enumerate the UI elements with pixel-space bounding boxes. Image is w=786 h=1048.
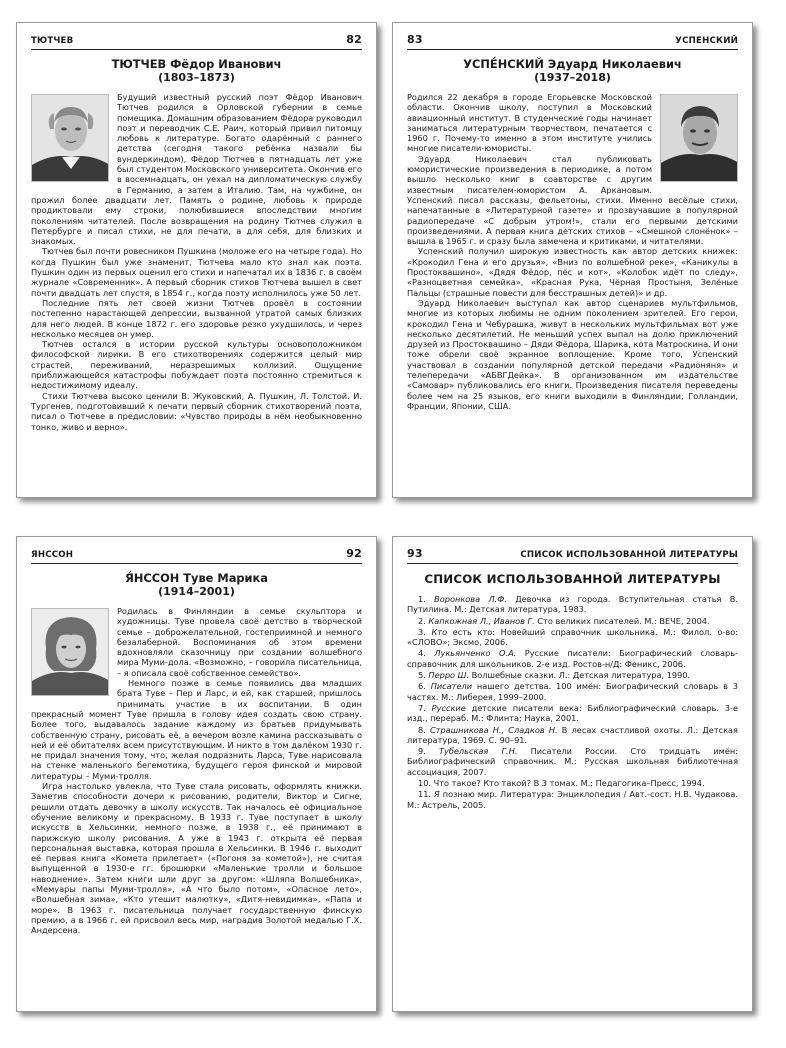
running-head (31, 545, 362, 564)
entry-number: 6. (418, 681, 426, 692)
paragraph: Тютчев был почти ровесником Пушкина (моложе его на четыре года). Но когда Пушкин был уже знаменит, Тютчева мало кто знал как поэта. Пушкин один из первых оценил его стихи и напечатал их в 1836 г. в своём журнале «Современник». А первый сборник стихов Тютчева вышел в свет почти двадцать лет спустя, в 1854 г., когда поэту исполнилось уже 50 лет. (31, 246, 362, 298)
page-82 (16, 22, 377, 498)
entry-text: Писатели России. Сто тридцать имён: Библиографический справочник. М.: Русская школьная библиотечная ассоциация, 2007. (407, 746, 738, 777)
article-body (407, 92, 738, 411)
entry-author: Лукьянченко О.А. (434, 648, 517, 659)
entry-author: Русские (431, 702, 466, 713)
paragraph: Последние пять лет своей жизни Тютчев провёл в состоянии постепенно нарастающей депрессии, вызванной утратой самых близких для него людей. В конце 1872 г. его здоровье резко ухудшилось, и через несколько месяцев он умер. (31, 297, 362, 339)
entry-author: Я (434, 789, 440, 800)
entry-number: 7. (418, 702, 426, 713)
paragraph: Успенский получил широкую известность как автор детских книжек: «Крокодил Гена и его друзья», «Вниз по волшебной реке», «Каникулы в Простоквашино», «Дядя Фёдор, пёс и кот», «Колобок идёт по следу», «Разноцветная семейка», «Красная Рука, Чёрная Простыня, Зелёные Пальцы (страшные повести для бесстрашных детей)» и др. (407, 246, 738, 298)
entry-number: 3. (418, 626, 426, 637)
entry-author: Писатели (430, 681, 473, 692)
entry-author: Воронкова Л.Ф. (434, 594, 507, 604)
running-head-title: ТЮТЧЕВ (31, 36, 74, 46)
bibliography-entry (407, 627, 738, 648)
entry-text: познаю мир. Литература: Энциклопедия / Авт.-сост. Н.В. Чудакова. М.: Астрель, 2005. (407, 789, 739, 810)
author-dates: (1937–2018) (534, 71, 611, 84)
running-head (407, 545, 738, 564)
entry-text: Волшебные сказки. Л.: Детская литература, 1990. (471, 670, 691, 681)
entry-number: 5. (418, 670, 426, 681)
page-93 (392, 536, 753, 1012)
author-name: Я́НССОН Туве Марика (125, 571, 268, 585)
entry-author: Перро Ш. (428, 670, 469, 681)
running-head-title: ЯНССОН (31, 550, 74, 560)
bibliography-entry (407, 648, 738, 669)
article-title (31, 58, 362, 84)
entry-number: 1. (418, 594, 426, 604)
author-name: ТЮТЧЕВ Фёдор Иванович (111, 57, 282, 71)
entry-text: детские писатели века: Библиографический словарь. 3-е изд., перераб. М.: Флинта; Наука, 2001. (407, 702, 738, 724)
page-number: 92 (346, 547, 362, 560)
portrait-uspensky (660, 94, 738, 182)
entry-number: 8. (418, 724, 426, 735)
portrait-jansson (31, 608, 109, 696)
page-83 (392, 22, 753, 498)
running-head-title: СПИСОК ИСПОЛЬЗОВАННОЙ ЛИТЕРАТУРЫ (520, 550, 738, 560)
author-name: УСПЕ́НСКИЙ Эдуард Николаевич (463, 57, 682, 71)
entry-author: Страшникова Н., Сладков Н. (429, 724, 558, 735)
running-head (31, 31, 362, 50)
entry-text: Девочка из города. Вступительная статья В. Путилина. М.: Детская литература, 1983. (407, 594, 739, 615)
entry-number: 9. (418, 746, 426, 757)
paragraph: Эдуард Николаевич стал публиковать юмористические произведения в периодике, а потом вышло несколько книг в соавторстве с другим известным писателем-юмористом А. Аркановым. Успенский писал рассказы, фельетоны, стихи. Именно весёлые стихи, напечатанные в «Литературной газете» и прозвучавшие в популярной радиопередаче «С добрым утром!», стали его первыми детскими произведениями. А первая книга детских стихов – «Смешной слонёнок» – вышла в 1965 г. и сразу была замечена и критиками, и читателями. (407, 153, 738, 247)
article-title (407, 58, 738, 84)
bibliography-list (407, 594, 738, 810)
entry-author: Кто (431, 626, 448, 637)
paragraph: Будущий известный русский поэт Фёдор Иванович Тютчев родился в Орловской губернии в семье помещика. Домашним образованием Фёдора руководил поэт и переводчик С.Е. Раич, который привил питомцу любовь к литературе. Богато одарённый с раннего детства (сегодня такого ребёнка назвали бы вундеркиндом), Фёдор Тютчев в пятнадцать лет уже был студентом Московского университета. Окончив его в восемнадцать, он уехал на дипломатическую службу в Германию, а затем в Италию. Там, на чужбине, он прожил более двадцати лет. Память о родине, любовь к природе продиктовали ему строки, полюбившиеся впоследствии многим поколениям читателей. После возвращения на родину Тютчев служил в Петербурге и писал стихи, не для печати, а для себя, для близких и знакомых. (31, 92, 362, 247)
paragraph: Немного позже в семье появились два младших брата Туве – Пер и Ларс, и ей, как старшей, пришлось принимать участие в их воспитании. В один прекрасный момент Туве пришла в голову идея создать свою страну. Более того, выдавалось задание каждому из братьев придумывать собственную страну, рисовать её, а вечером возле камина рассказывать о ней и её обитателях всем присутствующим. И никто в том далёком 1930 г. не придал значения тому, что, желая подразнить Ларса, Туве нарисовала на стенке маленького бегемотика, будущего героя финской и мировой литературы – Муми-тролля. (31, 678, 362, 781)
entry-number: 4. (418, 648, 426, 659)
bibliography-entry (407, 725, 738, 746)
article-body (31, 606, 362, 936)
paragraph: Стихи Тютчева высоко ценили В. Жуковский, А. Пушкин, Л. Толстой. И. Тургенев, подготовивший к печати первый сборник стихотворений поэта, писал о Тютчеве в предисловии: «Чувство природы в нём необыкновенно тонко, живо и верно». (31, 390, 362, 432)
bibliography-title: СПИСОК ИСПОЛЬЗОВАННОЙ ЛИТЕРАТУРЫ (424, 572, 721, 586)
paragraph: Игра настолько увлекла, что Туве стала рисовать, оформлять книжки. Заметив способности дочери к рисованию, родители, Виктор и Сигне, решили отдать девочку в школу искусств. Так началось её официальное обучение великому и прекрасному. В 1933 г. Туве поступает в школу искусств в Хельсинки, немного позже, в 1938 г., её принимают в парижскую школу рисования. А уже в 1943 г. открыта её первая персональная выставка, которая прошла в Хельсинки. В 1946 г. выходит её первая книга «Комета прилетает» («Погоня за кометой»), не считая выпущенной в 1930-е гг. брошюрки «Маленькие тролли и большое наводнение». Затем книги шли друг за другом: «Шляпа Волшебника», «Мемуары папы Муми-тролля», «А что было потом», «Опасное лето», «Волшебная зима», «Кто утешит малютку», «Дитя-невидимка», «Папа и море». В 1963 г. писательница получает государственную финскую премию, а в 1966 г. ей присвоил весь мир, наградив Золотой медалью Г.Х. Андерсена. (31, 781, 362, 936)
page-92 (16, 536, 377, 1012)
entry-text: В лесах счастливой охоты. Л.: Детская литература, 1969. С. 90–91. (407, 724, 738, 745)
paragraph: Тютчев остался в истории русской культуры основоположником философской лирики. В его стихотворениях содержится целый мир страстей, переживаний, неразрешимых коллизий. Ощущение приближающейся катастрофы побуждает поэта постоянно стремиться к недостижимому идеалу. (31, 339, 362, 391)
running-head-title: УСПЕНСКИЙ (675, 36, 738, 46)
author-dates: (1803–1873) (158, 71, 235, 84)
entry-text: есть кто: Новейший справочник школьника. М.: Филол. о-во: «СЛОВО»; Эксмо, 2006. (407, 626, 739, 648)
entry-author: Тубельская Г.Н. (438, 746, 518, 757)
entry-text: Сто великих писателей. М.: ВЕЧЕ, 2004. (537, 615, 710, 626)
article-title (31, 572, 362, 598)
article-body (31, 92, 362, 432)
bibliography-entry (407, 594, 738, 615)
portrait-tyutchev (31, 94, 109, 182)
entry-number: 2. (418, 615, 426, 626)
bibliography-entry (407, 670, 738, 680)
entry-text: Что такое? Кто такой? В 3 томах. М.: Педагогика–Пресс, 1994. (433, 778, 705, 789)
page-number: 83 (407, 33, 423, 46)
paragraph: Эдуард Николаевич выступал как автор сценариев мультфильмов, многие из которых любимы не одним поколением зрителей. Его герои, крокодил Гена и Чебурашка, живут в нескольких мультфильмах вот уже несколько десятилетий. Не меньший успех выпал на долю приключений друзей из Простоквашино – Дяди Фёдора, Шарика, кота Матроскина. И они тоже обрели своё экранное воплощение. Кроме того, Успенский участвовал в создании популярной детской передачи «Радионяня» и телепередачи «АБВГДейка». В организованном им издательстве «Самовар» публиковались его книги. Произведения писателя переведены более чем на 25 языков, его книги выходили в Финляндии, Голландии, Франции, Японии, США. (407, 297, 738, 411)
bibliography-entry (407, 746, 738, 777)
bibliography-entry (407, 616, 738, 626)
paragraph: Родилась в Финляндии в семье скульптора и художницы. Туве провела своё детство в творческой семье – доброжелательной, гостеприимной и немного безалаберной. Воспоминания об этом времени вдохновляли сказочницу при создании волшебного мира Муми-дола. «Возможно, – говорила писательница, – я описала своё собственное семейство». (117, 606, 362, 678)
running-head (407, 31, 738, 50)
entry-text: Русские писатели: Биографический словарь-справочник для школьников. 2-е изд. Ростов-н/Д: Феникс, 2006. (407, 648, 738, 669)
entry-text: нашего детства. 100 имён: Биографический словарь в 3 частях. М.: Либерея, 1999–2000. (407, 681, 739, 702)
entry-number: 11. (418, 789, 432, 800)
author-dates: (1914–2001) (158, 585, 235, 598)
bibliography-entry (407, 778, 738, 788)
page-number: 93 (407, 547, 423, 560)
paragraph: Родился 22 декабря в городе Егорьевске Московской области. Окончив школу, поступил в Московский авиационный институт. В студенческие годы начинает заниматься литературным творчеством, печатается с 1960 г. Почему-то именно в этом институте учились многие писатели-юмористы. (407, 92, 652, 154)
bibliography-entry (407, 703, 738, 724)
bibliography-entry (407, 681, 738, 702)
page-number: 82 (346, 33, 362, 46)
entry-author: Капкожная Л., Иванов Г. (428, 615, 535, 626)
entry-number: 10. (418, 778, 432, 789)
bibliography-entry (407, 789, 738, 810)
